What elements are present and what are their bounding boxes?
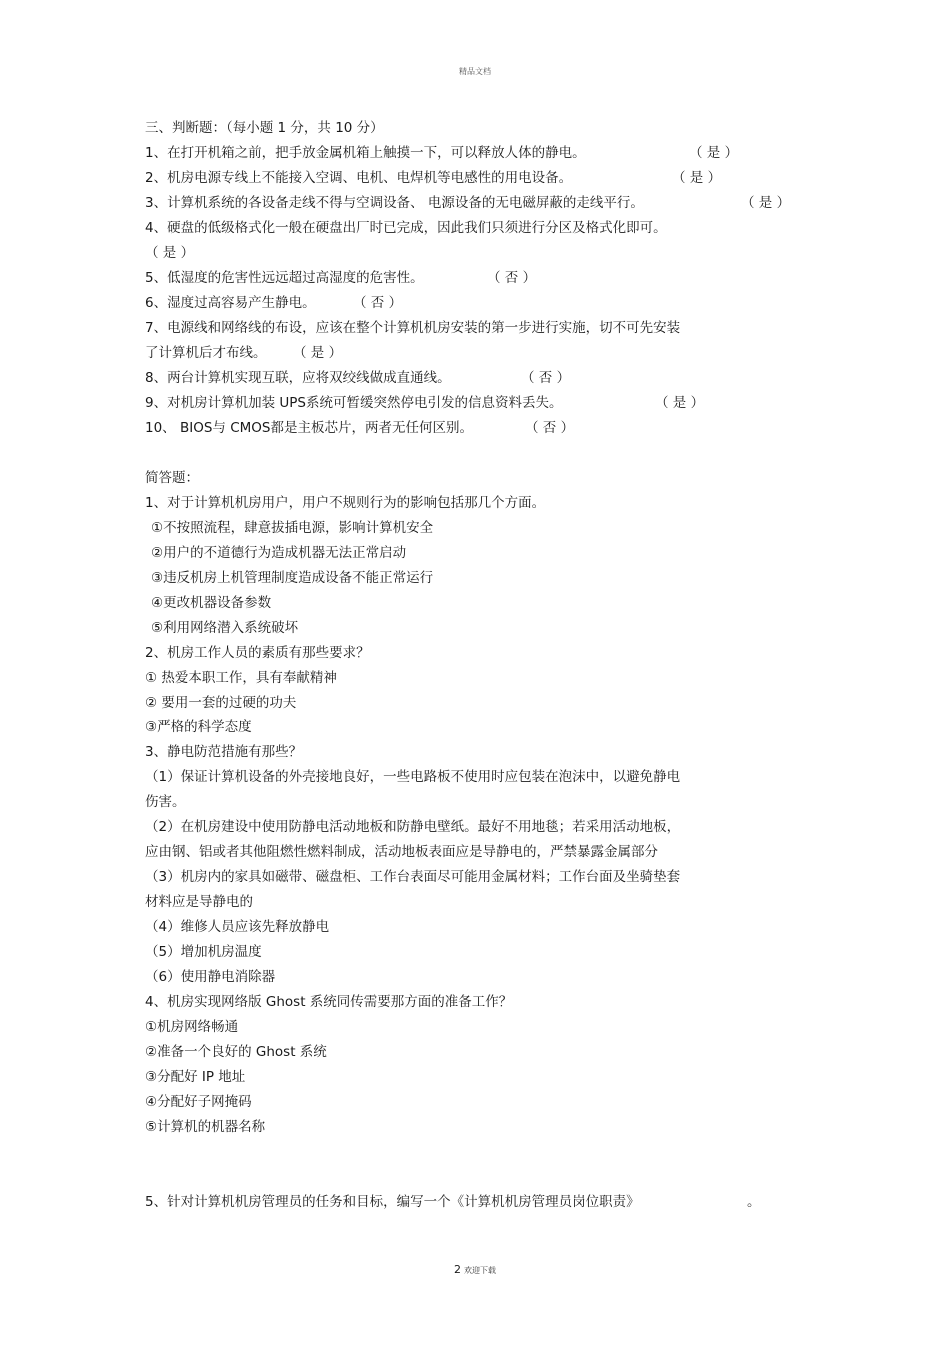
question-3-line: （4）维修人员应该先释放静电 [145, 919, 330, 935]
page-footer [0, 1258, 950, 1277]
question-3-line: （5）增加机房温度 [145, 944, 262, 960]
footer-text: 欢迎下载 [464, 1266, 496, 1275]
judgment-answer-8: （ 否 ） [521, 370, 571, 386]
question-2-item: ③严格的科学态度 [145, 719, 252, 735]
question-2-item: ② 要用一套的过硬的功夫 [145, 695, 297, 711]
short-heading: 简答题： [145, 470, 199, 486]
judgment-item-5: 5、低湿度的危害性远远超过高湿度的危害性。 [145, 270, 424, 286]
judgment-answer-5: （ 否 ） [487, 270, 537, 286]
page-number: 2 [454, 1263, 461, 1276]
question-1-item: ④更改机器设备参数 [151, 595, 272, 611]
judgment-answer-10: （ 否 ） [525, 420, 575, 436]
judgment-item-7: 7、电源线和网络线的布设，应该在整个计算机机房安装的第一步进行实施，切不可先安装 [145, 320, 681, 336]
question-1-item: ①不按照流程，肆意拔插电源，影响计算机安全 [151, 520, 434, 536]
question-3: 3、静电防范措施有那些？ [145, 744, 303, 760]
judgment-item-3: 3、计算机系统的各设备走线不得与空调设备、 电源设备的无电磁屏蔽的走线平行。 [145, 195, 644, 211]
question-3-line: （6）使用静电消除器 [145, 969, 276, 985]
judgment-heading: 三、判断题：（每小题 1 分，共 10 分） [145, 120, 384, 136]
judgment-item-4: 4、硬盘的低级格式化一般在硬盘出厂时已完成，因此我们只须进行分区及格式化即可。 [145, 220, 667, 236]
judgment-answer-2: （ 是 ） [672, 170, 722, 186]
question-4-item: ⑤计算机的机器名称 [145, 1119, 266, 1135]
question-1-item: ③违反机房上机管理制度造成设备不能正常运行 [151, 570, 434, 586]
judgment-answer-1: （ 是 ） [689, 145, 739, 161]
judgment-answer-3: （ 是 ） [741, 195, 791, 211]
question-3-line: 伤害。 [145, 794, 186, 810]
question-2: 2、机房工作人员的素质有那些要求？ [145, 645, 370, 661]
judgment-item-10: 10、 BIOS与 CMOS都是主板芯片，两者无任何区别。 [145, 420, 473, 436]
page-header: 精品文档 [459, 67, 491, 76]
question-5: 5、针对计算机机房管理员的任务和目标，编写一个《计算机机房管理员岗位职责》 [145, 1194, 640, 1210]
judgment-answer-7: （ 是 ） [293, 345, 343, 361]
question-3-line: 应由钢、铝或者其他阻燃性燃料制成，活动地板表面应是导静电的，严禁暴露金属部分 [145, 844, 658, 860]
question-3-line: 材料应是导静电的 [145, 894, 253, 910]
question-1-item: ②用户的不道德行为造成机器无法正常启动 [151, 545, 407, 561]
judgment-item-8: 8、两台计算机实现互联，应将双绞线做成直通线。 [145, 370, 451, 386]
question-1: 1、对于计算机机房用户，用户不规则行为的影响包括那几个方面。 [145, 495, 546, 511]
question-2-item: ① 热爱本职工作，具有奉献精神 [145, 670, 337, 686]
question-3-line: （2）在机房建设中使用防静电活动地板和防静电壁纸。最好不用地毯；若采用活动地板， [145, 819, 681, 835]
judgment-answer-4: （ 是 ） [145, 245, 195, 261]
judgment-item-7-cont: 了计算机后才布线。 [145, 345, 267, 361]
question-4-item: ①机房网络畅通 [145, 1019, 239, 1035]
judgment-answer-9: （ 是 ） [655, 395, 705, 411]
judgment-item-2: 2、机房电源专线上不能接入空调、电机、电焊机等电感性的用电设备。 [145, 170, 573, 186]
judgment-answer-6: （ 否 ） [353, 295, 403, 311]
question-4-item: ③分配好 IP 地址 [145, 1069, 246, 1085]
question-3-line: （3）机房内的家具如磁带、磁盘柜、工作台表面尽可能用金属材料；工作台面及坐骑垫套 [145, 869, 681, 885]
judgment-item-9: 9、对机房计算机加装 UPS系统可暂缓突然停电引发的信息资料丢失。 [145, 395, 563, 411]
question-3-line: （1）保证计算机设备的外壳接地良好，一些电路板不使用时应包装在泡沫中，以避免静电 [145, 769, 681, 785]
question-4-item: ②准备一个良好的 Ghost 系统 [145, 1044, 327, 1060]
question-1-item: ⑤利用网络潜入系统破坏 [151, 620, 299, 636]
judgment-item-6: 6、湿度过高容易产生静电。 [145, 295, 316, 311]
question-4: 4、机房实现网络版 Ghost 系统同传需要那方面的准备工作？ [145, 994, 513, 1010]
judgment-item-1: 1、在打开机箱之前，把手放金属机箱上触摸一下，可以释放人体的静电。 [145, 145, 586, 161]
question-4-item: ④分配好子网掩码 [145, 1094, 252, 1110]
question-5-end: 。 [747, 1194, 761, 1210]
